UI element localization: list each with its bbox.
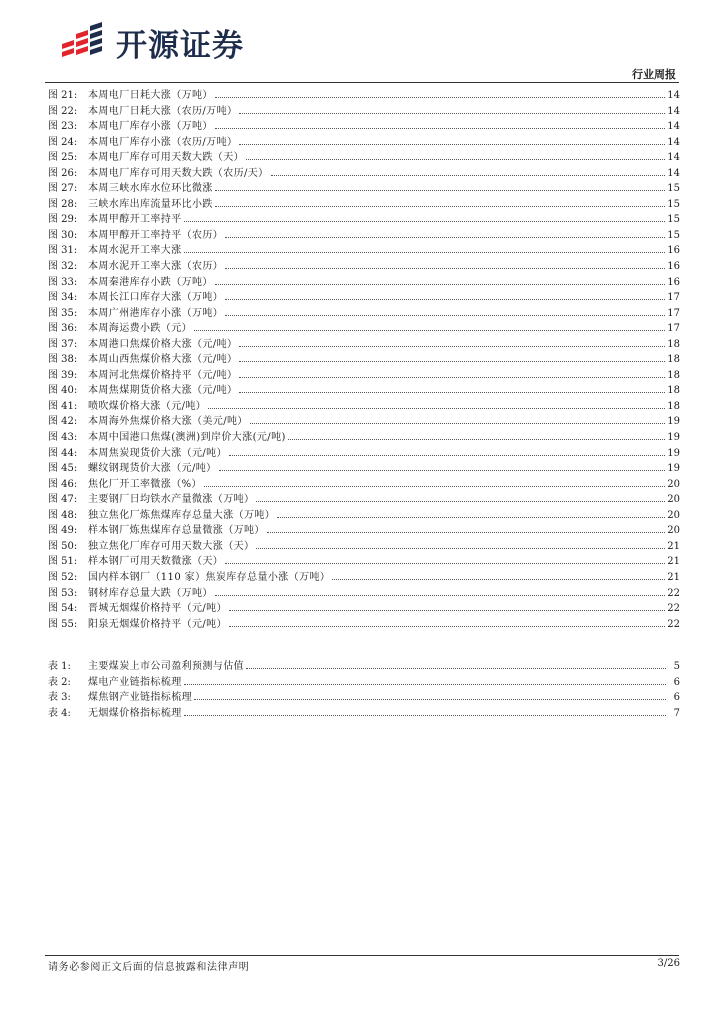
figure-page-number: 18 [667, 369, 680, 381]
figure-title: 本周秦港库存小跌（万吨） [88, 276, 213, 288]
figure-title: 本周电厂库存可用天数大跌（天） [88, 152, 244, 164]
figure-page-number: 20 [667, 509, 680, 521]
figure-title: 本周甲醇开工率持平（农历） [88, 229, 224, 241]
figure-page-number: 20 [667, 478, 680, 490]
figure-label: 图 21: [48, 90, 78, 101]
figure-page-number: 14 [667, 152, 680, 164]
figure-entry[interactable] [48, 166, 680, 182]
figure-label: 图 25: [48, 152, 78, 164]
figure-page-number: 18 [667, 338, 680, 350]
figure-label: 图 44: [48, 447, 78, 459]
table-entry[interactable] [48, 706, 680, 722]
figure-label: 图 36: [48, 323, 78, 335]
table-entry[interactable] [48, 690, 680, 706]
figure-label: 图 41: [48, 400, 78, 412]
figure-entry[interactable] [48, 368, 680, 384]
figure-page-number: 19 [667, 432, 680, 444]
dot-leader [246, 158, 665, 160]
figure-entry[interactable] [48, 570, 680, 586]
table-title: 煤焦钢产业链指标梳理 [88, 692, 192, 704]
table-entry[interactable] [48, 675, 680, 691]
table-list [48, 659, 680, 721]
dot-leader [267, 531, 665, 533]
figure-page-number: 21 [667, 571, 680, 583]
figure-title: 本周广州港库存小涨（万吨） [88, 307, 224, 319]
figure-title: 主要钢厂日均铁水产量微涨（万吨） [88, 494, 255, 506]
figure-title: 本周长江口库存大涨（万吨） [88, 292, 224, 304]
figure-label: 图 52: [48, 571, 78, 583]
figure-page-number: 14 [667, 136, 680, 148]
table-page-number: 5 [673, 661, 680, 672]
figure-label: 图 45: [48, 463, 78, 475]
figure-title: 样本钢厂炼焦煤库存总量微涨（万吨） [88, 525, 265, 537]
dot-leader [271, 174, 666, 176]
page-number: 3/26 [657, 958, 680, 969]
figure-label: 图 42: [48, 416, 78, 428]
figure-label: 图 38: [48, 354, 78, 366]
figure-title: 样本钢厂可用天数微涨（天） [88, 556, 224, 568]
figure-entry[interactable] [48, 243, 680, 259]
figure-entry[interactable] [48, 150, 680, 166]
figure-page-number: 14 [667, 121, 680, 133]
figure-page-number: 17 [667, 307, 680, 319]
figure-label: 图 54: [48, 603, 78, 615]
figure-entry[interactable] [48, 399, 680, 415]
figure-entry[interactable] [48, 477, 680, 493]
figure-title: 本周电厂库存可用天数大跌（农历/天） [88, 167, 269, 179]
figure-title: 钢材库存总量大跌（万吨） [88, 587, 213, 599]
figure-title: 螺纹钢现货价大涨（元/吨） [88, 463, 217, 475]
dot-leader [194, 329, 665, 331]
dot-leader [250, 422, 665, 424]
dot-leader [215, 189, 665, 191]
figure-entry[interactable] [48, 306, 680, 322]
dot-leader [288, 438, 665, 440]
figure-entry[interactable] [48, 414, 680, 430]
figure-entry[interactable] [48, 539, 680, 555]
figure-list [48, 88, 680, 632]
logo-mark-icon [60, 22, 110, 62]
logo-text: 开源证券 [116, 27, 244, 64]
figure-entry[interactable] [48, 119, 680, 135]
figure-entry[interactable] [48, 383, 680, 399]
figure-label: 图 34: [48, 292, 78, 304]
dot-leader [184, 251, 666, 253]
figure-page-number: 20 [667, 525, 680, 537]
figure-title: 本周中国港口焦煤(澳洲)到岸价大涨(元/吨) [88, 432, 286, 444]
figure-entry[interactable] [48, 554, 680, 570]
dot-leader [239, 391, 665, 393]
figure-title: 喷吹煤价格大涨（元/吨） [88, 400, 207, 412]
table-label: 表 2: [48, 676, 71, 688]
dot-leader [204, 485, 665, 487]
figure-title: 本周水泥开工率大涨（农历） [88, 261, 224, 273]
figure-entry[interactable] [48, 212, 680, 228]
figure-title: 阳泉无烟煤价格持平（元/吨） [88, 618, 227, 630]
figure-entry[interactable] [48, 586, 680, 602]
dot-leader [215, 594, 665, 596]
figure-entry[interactable] [48, 228, 680, 244]
report-type-label: 行业周报 [632, 68, 676, 81]
company-logo [60, 22, 244, 62]
figure-entry[interactable] [48, 337, 680, 353]
figure-entry[interactable] [48, 508, 680, 524]
figure-title: 本周电厂库存小涨（农历/万吨） [88, 136, 238, 148]
dot-leader [184, 220, 666, 222]
figure-page-number: 16 [667, 261, 680, 273]
figure-label: 图 23: [48, 121, 78, 133]
figure-page-number: 15 [667, 198, 680, 210]
figure-label: 图 24: [48, 136, 78, 148]
dot-leader [225, 562, 665, 564]
figure-label: 图 30: [48, 229, 78, 241]
figure-page-number: 19 [667, 416, 680, 428]
figure-page-number: 14 [667, 167, 680, 179]
figure-label: 图 33: [48, 276, 78, 288]
figure-entry[interactable] [48, 617, 680, 633]
figure-entry[interactable] [48, 492, 680, 508]
header-divider [45, 82, 679, 83]
figure-entry[interactable] [48, 275, 680, 291]
figure-entry[interactable] [48, 461, 680, 477]
dot-leader [215, 283, 665, 285]
figure-label: 图 31: [48, 245, 78, 257]
dot-leader [239, 360, 665, 362]
dot-leader [256, 500, 665, 502]
figure-page-number: 18 [667, 400, 680, 412]
table-page-number: 6 [673, 692, 680, 704]
dot-leader [194, 698, 666, 700]
figure-label: 图 48: [48, 509, 78, 521]
figure-title: 本周焦炭现货价大涨（元/吨） [88, 447, 227, 459]
table-label: 表 3: [48, 692, 71, 704]
figure-label: 图 46: [48, 478, 78, 490]
footer-divider [45, 955, 679, 956]
figure-page-number: 19 [667, 447, 680, 459]
figure-page-number: 14 [667, 90, 680, 101]
figure-title: 本周河北焦煤价格持平（元/吨） [88, 369, 238, 381]
figure-title: 本周焦煤期货价格大涨（元/吨） [88, 385, 238, 397]
figure-entry[interactable] [48, 430, 680, 446]
figure-entry[interactable] [48, 601, 680, 617]
figure-page-number: 22 [667, 618, 680, 630]
figure-label: 图 27: [48, 183, 78, 195]
figure-label: 图 49: [48, 525, 78, 537]
figure-title: 本周电厂日耗大涨（农历/万吨） [88, 105, 238, 117]
figure-label: 图 53: [48, 587, 78, 599]
table-page-number: 7 [673, 707, 680, 719]
figure-page-number: 19 [667, 463, 680, 475]
table-label: 表 4: [48, 707, 71, 719]
figure-label: 图 55: [48, 618, 78, 630]
figure-entry[interactable] [48, 290, 680, 306]
dot-leader [246, 667, 666, 669]
table-label: 表 1: [48, 661, 71, 672]
figure-title: 本周水泥开工率大涨 [88, 245, 182, 257]
figure-title: 本周甲醇开工率持平 [88, 214, 182, 226]
figure-label: 图 50: [48, 540, 78, 552]
figure-entry[interactable] [48, 88, 680, 104]
figure-page-number: 15 [667, 183, 680, 195]
figure-label: 图 32: [48, 261, 78, 273]
figure-page-number: 21 [667, 540, 680, 552]
figure-title: 国内样本钢厂（110 家）焦炭库存总量小涨（万吨） [88, 571, 331, 583]
figure-label: 图 29: [48, 214, 78, 226]
dot-leader [239, 345, 665, 347]
figure-page-number: 21 [667, 556, 680, 568]
figure-title: 本周电厂库存小涨（万吨） [88, 121, 213, 133]
figure-title: 本周海运费小跌（元） [88, 323, 192, 335]
figure-entry[interactable] [48, 104, 680, 120]
figure-entry[interactable] [48, 181, 680, 197]
dot-leader [184, 683, 666, 685]
dot-leader [239, 143, 665, 145]
table-title: 无烟煤价格指标梳理 [88, 707, 182, 719]
figure-label: 图 39: [48, 369, 78, 381]
figure-page-number: 15 [667, 214, 680, 226]
figure-title: 本周海外焦煤价格大涨（美元/吨） [88, 416, 248, 428]
figure-page-number: 14 [667, 105, 680, 117]
dot-leader [277, 516, 665, 518]
figure-title: 独立焦化厂库存可用天数大涨（天） [88, 540, 255, 552]
figure-label: 图 22: [48, 105, 78, 117]
table-title: 煤电产业链指标梳理 [88, 676, 182, 688]
dot-leader [225, 314, 665, 316]
figure-entry[interactable] [48, 523, 680, 539]
figure-entry[interactable] [48, 352, 680, 368]
figure-label: 图 51: [48, 556, 78, 568]
dot-leader [229, 454, 665, 456]
figure-title: 三峡水库出库流量环比小跌 [88, 198, 213, 210]
dot-leader [215, 96, 665, 98]
figure-page-number: 17 [667, 323, 680, 335]
figure-title: 本周港口焦煤价格大涨（元/吨） [88, 338, 238, 350]
dot-leader [256, 547, 665, 549]
footer-disclaimer: 请务必参阅正文后面的信息披露和法律声明 [48, 962, 250, 973]
dot-leader [184, 714, 666, 716]
figure-title: 晋城无烟煤价格持平（元/吨） [88, 603, 227, 615]
dot-leader [208, 407, 665, 409]
dot-leader [229, 625, 665, 627]
figure-page-number: 22 [667, 603, 680, 615]
figure-label: 图 37: [48, 338, 78, 350]
figure-label: 图 43: [48, 432, 78, 444]
dot-leader [332, 578, 665, 580]
figure-title: 本周三峡水库水位环比微涨 [88, 183, 213, 195]
figure-label: 图 28: [48, 198, 78, 210]
figure-entry[interactable] [48, 197, 680, 213]
dot-leader [219, 469, 666, 471]
dot-leader [215, 127, 665, 129]
figure-entry[interactable] [48, 321, 680, 337]
figure-page-number: 22 [667, 587, 680, 599]
dot-leader [225, 267, 665, 269]
table-title: 主要煤炭上市公司盈利预测与估值 [88, 661, 244, 672]
figure-entry[interactable] [48, 446, 680, 462]
figure-entry[interactable] [48, 135, 680, 151]
figure-page-number: 16 [667, 245, 680, 257]
dot-leader [225, 298, 665, 300]
figure-title: 本周电厂日耗大涨（万吨） [88, 90, 213, 101]
figure-label: 图 47: [48, 494, 78, 506]
figure-title: 独立焦化厂炼焦煤库存总量大涨（万吨） [88, 509, 276, 521]
dot-leader [239, 376, 665, 378]
figure-label: 图 35: [48, 307, 78, 319]
figure-title: 本周山西焦煤价格大涨（元/吨） [88, 354, 238, 366]
figure-label: 图 40: [48, 385, 78, 397]
dot-leader [225, 236, 665, 238]
dot-leader [239, 112, 665, 114]
dot-leader [229, 609, 665, 611]
figure-entry[interactable] [48, 259, 680, 275]
figure-title: 焦化厂开工率微涨（%） [88, 478, 202, 490]
figure-page-number: 18 [667, 385, 680, 397]
table-entry[interactable] [48, 659, 680, 675]
figure-page-number: 20 [667, 494, 680, 506]
table-page-number: 6 [673, 676, 680, 688]
figure-page-number: 15 [667, 229, 680, 241]
figure-page-number: 17 [667, 292, 680, 304]
dot-leader [215, 205, 665, 207]
figure-label: 图 26: [48, 167, 78, 179]
figure-page-number: 16 [667, 276, 680, 288]
figure-page-number: 18 [667, 354, 680, 366]
